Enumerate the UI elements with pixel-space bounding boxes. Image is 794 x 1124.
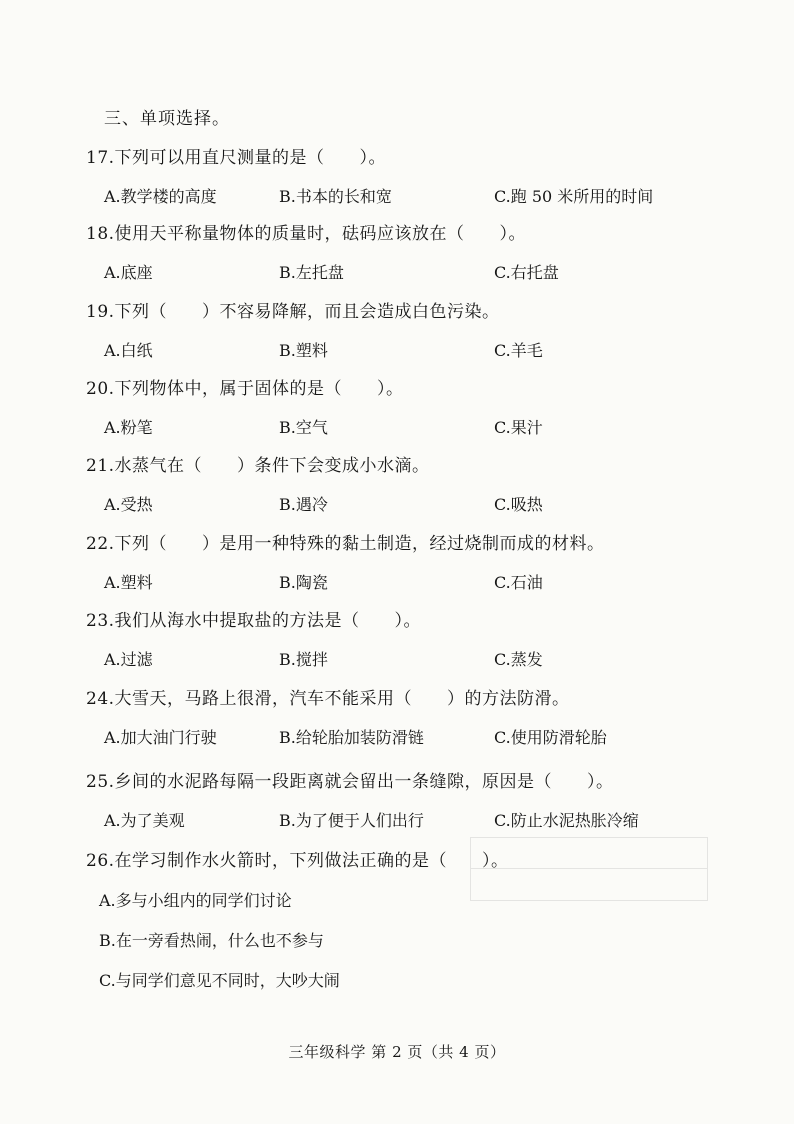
option-a: A.白纸	[104, 341, 153, 360]
question-25	[86, 767, 746, 834]
question-21	[86, 451, 746, 518]
option-b: B.塑料	[279, 341, 328, 360]
question-20	[86, 374, 746, 441]
option-c: C.跑 50 米所用的时间	[494, 187, 654, 206]
question-19	[86, 297, 746, 364]
option-c: C.右托盘	[494, 263, 559, 282]
option-c: C.羊毛	[494, 341, 543, 360]
question-stem: 19.下列（ ）不容易降解，而且会造成白色污染。	[86, 302, 500, 322]
question-stem: 20.下列物体中，属于固体的是（ ）。	[86, 379, 404, 399]
options	[86, 888, 746, 994]
question-stem: 21.水蒸气在（ ）条件下会变成小水滴。	[86, 456, 430, 476]
option-a: A.多与小组内的同学们讨论	[99, 891, 292, 910]
options	[86, 808, 746, 834]
question-stem: 23.我们从海水中提取盐的方法是（ ）。	[86, 611, 422, 631]
option-b: B.空气	[279, 418, 328, 437]
option-b: B.陶瓷	[279, 573, 328, 592]
question-26	[86, 846, 746, 994]
options	[86, 338, 746, 364]
question-17	[86, 143, 746, 210]
question-stem: 25.乡间的水泥路每隔一段距离就会留出一条缝隙，原因是（ ）。	[86, 772, 614, 792]
options	[86, 415, 746, 441]
option-c: C.使用防滑轮胎	[494, 728, 607, 747]
question-24	[86, 684, 746, 751]
options	[86, 260, 746, 286]
option-a: A.教学楼的高度	[104, 187, 217, 206]
option-c: C.防止水泥热胀冷缩	[494, 811, 639, 830]
question-stem: 24.大雪天，马路上很滑，汽车不能采用（ ）的方法防滑。	[86, 689, 570, 709]
options	[86, 184, 746, 210]
option-a: A.加大油门行驶	[104, 728, 217, 747]
option-b: B.为了便于人们出行	[279, 811, 424, 830]
question-stem: 18.使用天平称量物体的质量时，砝码应该放在（ ）。	[86, 224, 527, 244]
option-b: B.给轮胎加装防滑链	[279, 728, 424, 747]
page-footer: 三年级科学 第 2 页（共 4 页）	[288, 1043, 506, 1061]
option-a: A.塑料	[104, 573, 153, 592]
option-c: C.与同学们意见不同时，大吵大闹	[99, 971, 340, 990]
options	[86, 647, 746, 673]
section-title: 三、单项选择。	[104, 109, 230, 129]
question-18	[86, 219, 746, 286]
option-c: C.蒸发	[494, 650, 543, 669]
option-c: C.果汁	[494, 418, 543, 437]
option-a: A.过滤	[104, 650, 153, 669]
question-stem: 17.下列可以用直尺测量的是（ ）。	[86, 148, 387, 168]
option-b: B.搅拌	[279, 650, 328, 669]
options	[86, 725, 746, 751]
option-a: A.粉笔	[104, 418, 153, 437]
question-23	[86, 606, 746, 673]
option-b: B.在一旁看热闹，什么也不参与	[99, 931, 324, 950]
question-22	[86, 529, 746, 596]
option-b: B.左托盘	[279, 263, 344, 282]
option-a: A.受热	[104, 495, 153, 514]
option-b: B.书本的长和宽	[279, 187, 392, 206]
option-c: C.吸热	[494, 495, 543, 514]
option-c: C.石油	[494, 573, 543, 592]
option-a: A.为了美观	[104, 811, 185, 830]
question-stem: 26.在学习制作水火箭时，下列做法正确的是（ ）。	[86, 851, 509, 871]
options	[86, 492, 746, 518]
option-b: B.遇冷	[279, 495, 328, 514]
question-stem: 22.下列（ ）是用一种特殊的黏土制造，经过烧制而成的材料。	[86, 534, 605, 554]
option-a: A.底座	[104, 263, 153, 282]
options	[86, 570, 746, 596]
